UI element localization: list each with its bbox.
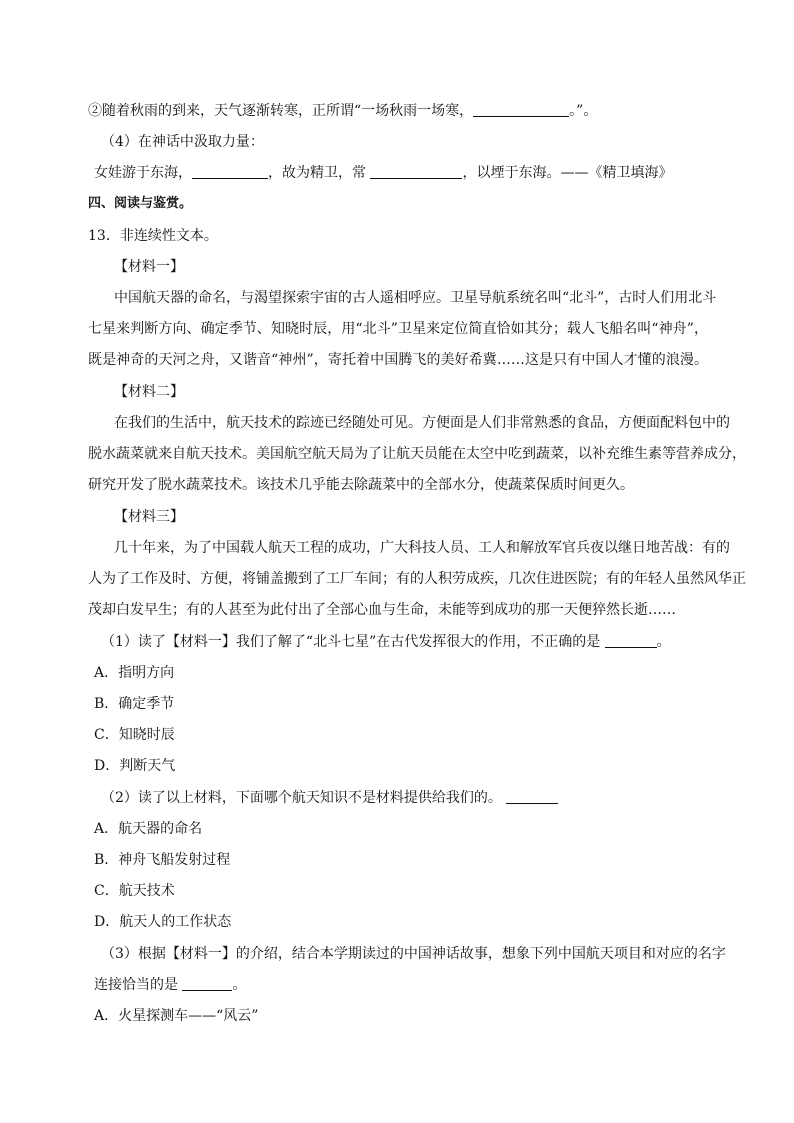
answer-blank[interactable] — [506, 789, 558, 804]
sub-question-2-text: （2）读了以上材料，下面哪个航天知识不是材料提供给我们的。 — [101, 790, 507, 806]
sub-question-3-line-1: （3）根据【材料一】的介绍，结合本学期读过的中国神话故事，想象下列中国航天项目和对应的名字 — [101, 946, 726, 962]
material-1-label: 【材料一】 — [114, 259, 184, 275]
option-c[interactable]: C．知晓时辰 — [94, 727, 175, 743]
option-a[interactable]: A．指明方向 — [94, 665, 175, 681]
material-2-line: 脱水蔬菜就来自航天技术。美国航空航天局为了让航天员能在太空中吃到蔬菜，以补充维生素等营养成分， — [88, 446, 746, 462]
material-1-line: 中国航天器的命名，与渴望探索宇宙的古人遥相呼应。卫星导航系统名叫“北斗”，古时人们用北斗 — [114, 290, 717, 306]
answer-blank[interactable] — [192, 164, 268, 179]
answer-blank[interactable] — [370, 164, 462, 179]
material-2-line: 研究开发了脱水蔬菜技术。该技术几乎能去除蔬菜中的全部水分，使蔬菜保质时间更久。 — [88, 477, 634, 493]
myth-line — [94, 163, 672, 183]
material-1-line: 七星来判断方向、确定季节、知晓时辰，用“北斗”卫星来定位简直恰如其分；载人飞船名叫“神舟”， — [88, 321, 708, 337]
material-3-line: 几十年来，为了中国载人航天工程的成功，广大科技人员、工人和解放军官兵夜以继日地苦战：有的 — [114, 540, 730, 556]
q12-line-end: 。”。 — [569, 103, 598, 119]
option-a[interactable]: A．航天器的命名 — [94, 821, 203, 837]
option-b[interactable]: B．确定季节 — [94, 696, 175, 712]
myth-part-2: ，故为精卫，常 — [268, 165, 371, 181]
option-b[interactable]: B．神舟飞船发射过程 — [94, 852, 231, 868]
material-1-line: 既是神奇的天河之舟，又谐音“神州”，寄托着中国腾飞的美好希冀……这是只有中国人才懂的浪漫。 — [88, 352, 708, 368]
sub-question-3-text: 连接恰当的是 — [94, 977, 183, 993]
sub-question-1 — [101, 632, 671, 652]
q12-sub4-label: （4）在神话中汲取力量： — [101, 134, 264, 150]
material-2-label: 【材料二】 — [114, 384, 184, 400]
myth-part-1: 女娃游于东海， — [94, 165, 192, 181]
option-a[interactable]: A．火星探测车——“风云” — [94, 1008, 259, 1024]
material-3-line: 人为了工作及时、方便，将铺盖搬到了工厂车间；有的人积劳成疾，几次住进医院；有的年轻人虽然风华正 — [88, 571, 746, 587]
answer-blank[interactable] — [473, 102, 569, 117]
myth-part-3: ，以堙于东海。——《精卫填海》 — [462, 165, 673, 181]
q12-line-autumn-rain — [88, 101, 597, 121]
answer-blank[interactable] — [605, 633, 657, 648]
option-d[interactable]: D．航天人的工作状态 — [94, 914, 232, 930]
q12-line-text: ②随着秋雨的到来，天气逐渐转寒，正所谓“一场秋雨一场寒， — [88, 103, 474, 119]
q13-title: 13．非连续性文本。 — [88, 228, 218, 244]
sub-question-3-end: 。 — [232, 977, 247, 993]
material-3-label: 【材料三】 — [114, 509, 184, 525]
material-2-line: 在我们的生活中，航天技术的踪迹已经随处可见。方便面是人们非常熟悉的食品，方便面配料包中的 — [114, 415, 730, 431]
sub-question-2 — [101, 788, 558, 808]
sub-question-3-line-2 — [94, 975, 246, 995]
sub-question-1-end: 。 — [656, 634, 671, 650]
answer-blank[interactable] — [182, 976, 232, 991]
section-4-title: 四、阅读与鉴赏。 — [88, 196, 193, 211]
sub-question-1-text: （1）读了【材料一】我们了解了“北斗七星”在古代发挥很大的作用，不正确的是 — [101, 634, 605, 650]
material-3-line: 茂却白发早生；有的人甚至为此付出了全部心血与生命，未能等到成功的那一天便猝然长逝…… — [88, 602, 676, 618]
option-c[interactable]: C．航天技术 — [94, 883, 175, 899]
option-d[interactable]: D．判断天气 — [94, 758, 176, 774]
